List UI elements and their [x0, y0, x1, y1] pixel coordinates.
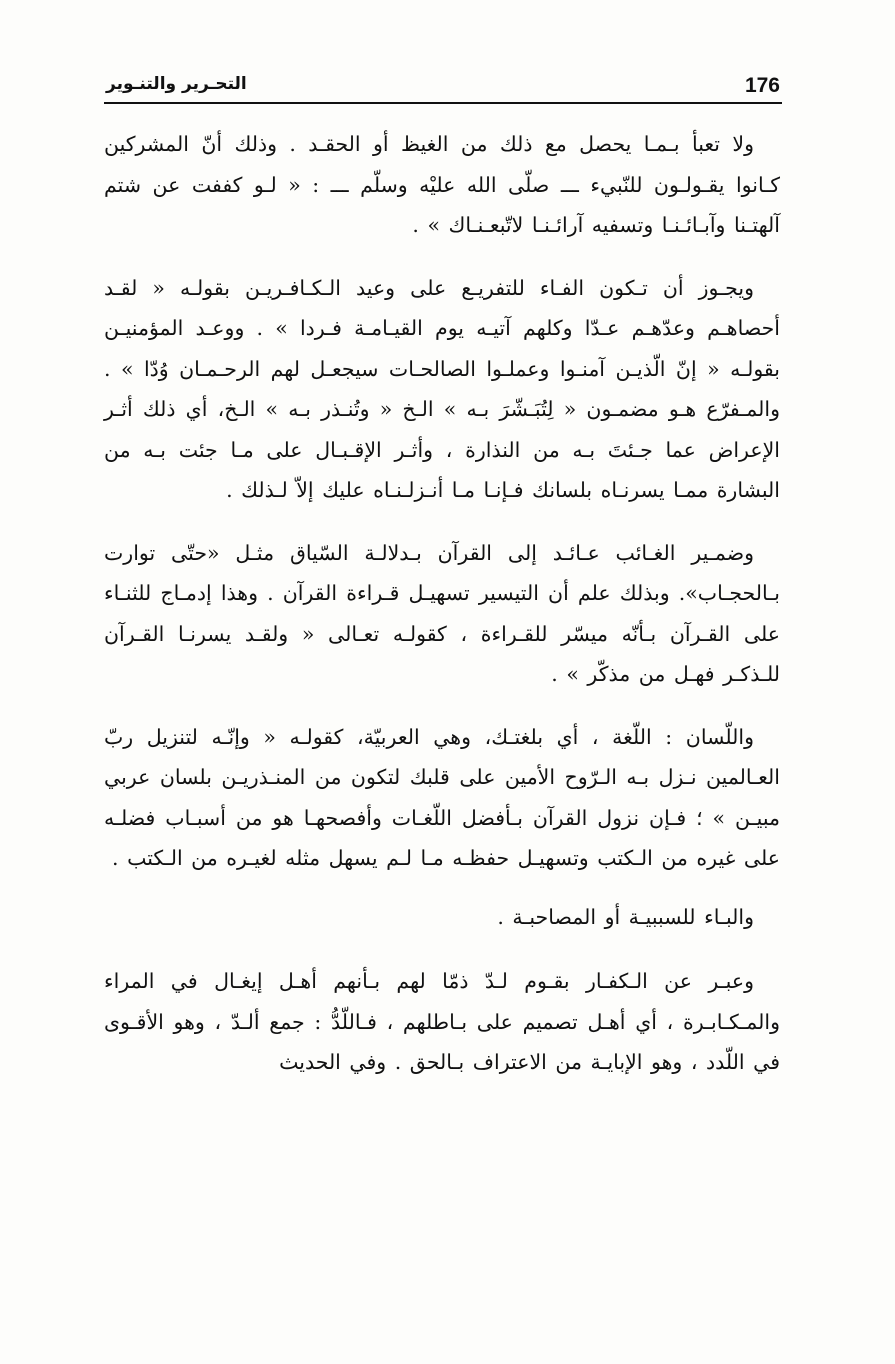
header-rule — [104, 102, 782, 104]
paragraph: ولا تعبأ بـمـا يحصل مع ذلك من الغيظ أو الحقـد . وذلك أنّ المشركين كـانوا يقـولـون للنّبيء ـــ صلّى الله عليْه وسلّم ـــ : « لـو كففت عن شتم آلهتـنا وآبـائـنـا وتسفيه آرائـنـا لاتّبعـنـاك » . — [104, 132, 780, 237]
paragraph: وضمـير الغـائب عـائـد إلى القرآن بـدلالـة السّياق مثـل «حتّى توارت بـالحجـاب». وبذلك علم أن التيسير تسهيـل قـراءة القرآن . وهذا إدمـاج للثنـاء على القـرآن بـأنّه ميسّر للقـراءة ، كقولـه تعـالى « ولقـد يسرنـا القـرآن للـذكـر فهـل من مذكّر » . — [104, 540, 780, 686]
page-number: 176 — [744, 74, 780, 97]
page-body — [104, 124, 780, 1105]
paragraph: ويجـوز أن تـكون الفـاء للتفريـع على وعيد الـكـافـريـن بقولـه « لقـد أحصاهـم وعدّهـم عـدّا وكلهم آتيـه يوم القيـامـة فـردا » . ووعـد المؤمنيـن بقولـه « إنّ الّذيـن آمنـوا وعملـوا الصالحـات سيجعـل لهم الرحـمـان وُدّا » . والمـفرّع هـو مضمـون « لِتُبَـشّرَ بـه » الـخ « وتُنـذر بـه » الـخ، أي ذلك أثـر الإعراض عما جـئتَ بـه من النذارة ، وأثـر الإقـبـال على مـا جئت بـه من البشارة ممـا يسرنـاه بلسانك فـإنـا مـا أنـزلـنـاه عليك إلاّ لـذلك . — [104, 275, 780, 502]
paragraph: واللّسان : اللّغة ، أي بلغتـك، وهي العربيّة، كقولـه « وإنّـه لتنزيل ربّ العـالمين نـزل بـه الـرّوح الأمين على قلبك لتكون من المنـذريـن بلسان عربي مبيـن » ؛ فـإن نزول القرآن بـأفضل اللّغـات وأفصحهـا هو من أسبـاب فضلـه على غيره من الـكتب وتسهيـل حفظـه مـا لـم يسهل مثله لغيـره من الـكتب . — [104, 724, 780, 870]
running-title: التحـرير والتنـوير — [106, 74, 247, 94]
paragraph: والبـاء للسببيـة أو المصاحبـة . — [497, 904, 754, 929]
paragraph: وعبـر عن الـكفـار بقـوم لـدّ ذمّا لهم بـأنهم أهـل إيغـال في المراء والمـكـابـرة ، أي أهـل تصميم على بـاطلهم ، فـاللّدُّ : جمع ألـدّ ، وهو الأقـوى في اللّدد ، وهو الإبايـة من الاعتراف بـالحق . وفي الحديث — [104, 969, 780, 1074]
page-header — [104, 70, 782, 104]
